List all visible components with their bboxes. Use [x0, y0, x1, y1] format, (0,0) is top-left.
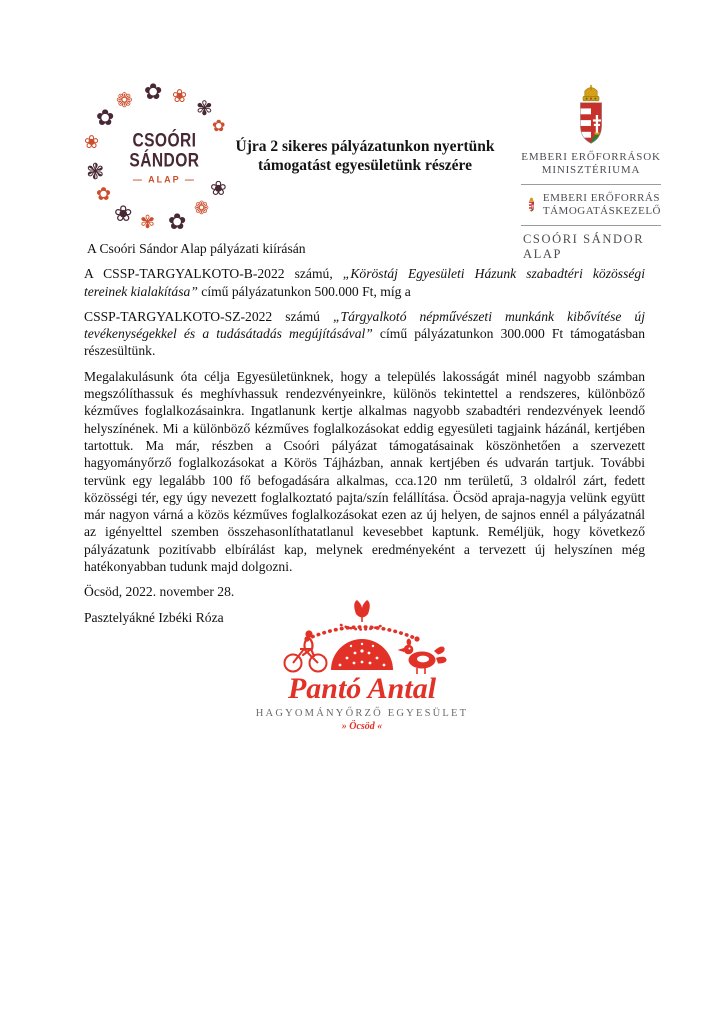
paragraph-grant-1: [84, 265, 645, 300]
para1-project-title: „Köröstáj Egyesületi Házunk szabadtéri közösségi tereinek kialakítása”: [84, 266, 645, 299]
divider: [521, 184, 661, 185]
panto-antal-subtitle: HAGYOMÁNYŐRZŐ EGYESÜLET: [255, 708, 469, 719]
title-line-2: támogatást egyesületünk részére: [257, 157, 473, 174]
flower-icon: ✿: [212, 116, 226, 135]
tamogataskezelo-line-1: EMBERI ERŐFORRÁS: [542, 191, 660, 204]
panto-antal-logo: [0, 599, 724, 732]
ministry-line-1: EMBERI ERŐFORRÁSOK: [521, 151, 661, 163]
flower-icon: ✿: [168, 210, 187, 235]
panto-antal-emblem: [267, 599, 457, 677]
intro-line: A Csoóri Sándor Alap pályázati kiírásán: [87, 241, 306, 256]
title-line-1: Újra 2 sikeres pályázatunkon nyertünk: [235, 138, 495, 155]
flower-icon: ✾: [140, 212, 156, 233]
flower-icon: ❁: [116, 88, 133, 112]
document-title: [212, 137, 518, 175]
tamogataskezelo-line-2: TÁMOGATÁSKEZELŐ: [542, 204, 661, 217]
hungary-coat-of-arms-icon: [573, 84, 609, 146]
csoori-logo-alap: — ALAP —: [122, 174, 207, 184]
tamogataskezelo-logo: [521, 191, 661, 218]
garland-icon: [307, 625, 417, 639]
signature-name: Pasztelyákné Izbéki Róza: [84, 609, 224, 625]
flower-icon: ❀: [172, 86, 188, 107]
para2-end: című pályázatunkon 300.000 Ft támogatásban részesültünk.: [84, 326, 646, 359]
para2-start: CSSP-TARGYALKOTO-SZ-2022 számú: [84, 308, 333, 324]
flower-icon: ❀: [210, 176, 227, 200]
date-line: Öcsöd, 2022. november 28.: [84, 584, 235, 600]
flower-icon: ❀: [84, 132, 100, 153]
para1-start: A CSSP-TARGYALKOTO-B-2022 számú,: [84, 266, 343, 282]
csoori-logo-line2: SÁNDOR: [129, 150, 200, 172]
csoori-sandor-alap-label: CSOÓRI SÁNDOR ALAP: [523, 232, 645, 261]
ministry-line-2: MINISZTÉRIUMA: [541, 164, 641, 176]
para2-project-title: „Tárgyalkotó népművészeti munkánk kibővítése új tevékenységekkel és a tudásátadás megújításával”: [84, 308, 645, 342]
tulip-icon: [354, 600, 370, 622]
cyclist-icon: [285, 630, 327, 671]
flower-icon: ✿: [96, 106, 115, 131]
government-logo-block: [521, 84, 661, 262]
flower-icon: ✿: [96, 184, 112, 205]
panto-antal-place: » Öcsöd «: [341, 721, 383, 732]
paragraph-main: Megalakulásunk óta célja Egyesületünknek, hogy a település lakosságát minél nagyobb számban megszólíthassuk és meghívhassuk rendezvényeinkre, különös tekintettel a rendszeres, különböző kézműves foglalkozásainkra. Ingatlanunk kertje alkalmas nagyobb szabadtéri rendezvények leendő helyszínének. Mi a különböző kézműves foglalkozásokat eddig egyesületi tagjaink házánál, kertjében tartottuk. Ma már, részben a Csoóri pályázat támogatásainak köszönhetően a szervezett hagyományőrző foglalkozásokat a Körös Tájházban, annak kertjében és udvarán tartjuk. További tervünk egy legalább 100 fő befogadására alkalmas, cca.120 nm területű, 3 oldalról zárt, fedett közösségi tér, egy úgy nevezett foglalkoztató pajta/szín felállítása. Öcsöd apraja-nagyja velünk együtt már nagyon várná a közös kézműves foglalkozásokat ezen az új helyen, de sajnos ennél a pályázatnál az igényelttel szemben összehasonlíthatatlanul kevesebbet kaptunk. Reméljük, hogy következő pályázatunk pozitívabb elbírálást kap, melynek eredményeként a tervezett új helyszínen még hatékonyabban tudunk majd dolgozni.: [84, 368, 645, 575]
ministry-name: [521, 151, 661, 177]
paragraph-grant-2: [84, 308, 645, 360]
divider: [521, 225, 661, 226]
flower-icon: ❃: [86, 160, 105, 185]
csoori-logo-line1: CSOÓRI: [132, 130, 197, 152]
tamogataskezelo-name: [543, 192, 661, 218]
letter-body: [84, 240, 645, 634]
flower-icon: ✿: [144, 80, 163, 105]
flower-icon: ❁: [194, 198, 210, 219]
flower-icon: ❀: [114, 202, 133, 227]
hungary-coat-of-arms-small-icon: [527, 191, 536, 218]
para1-end: című pályázatunkon 500.000 Ft, míg a: [197, 283, 411, 299]
csoori-logo-wordmark: [122, 131, 207, 184]
flower-icon: ✾: [196, 96, 213, 120]
fan-icon: [331, 639, 393, 670]
bird-icon: [398, 639, 447, 675]
panto-antal-wordmark: Pantó Antal: [287, 672, 437, 705]
